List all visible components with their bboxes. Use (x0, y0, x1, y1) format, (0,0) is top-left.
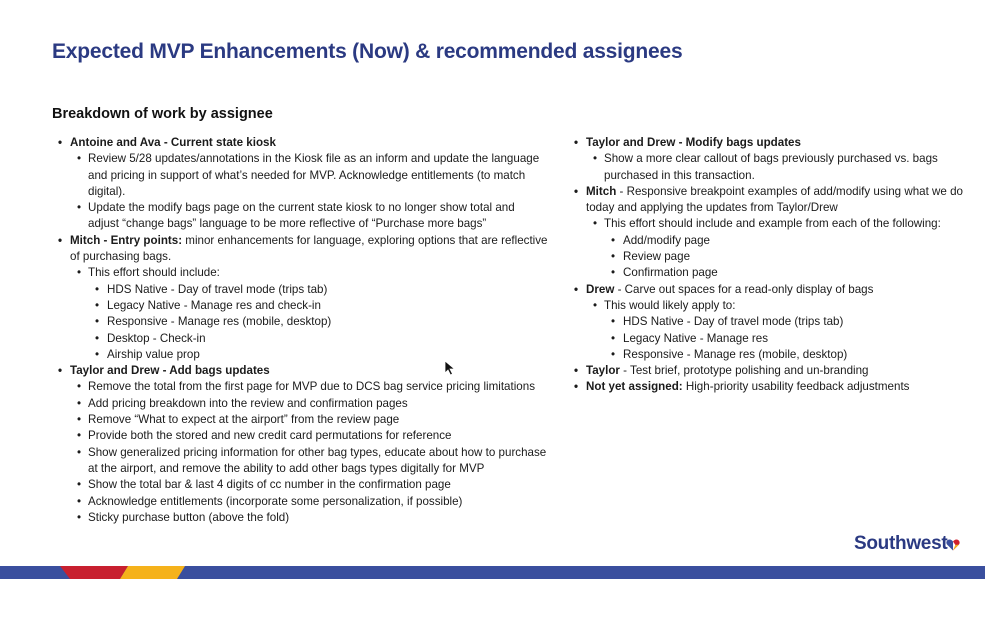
assignee-name: Taylor and Drew (586, 136, 676, 149)
list-item: • Provide both the stored and new credit card permutations for reference (76, 428, 548, 444)
footer-stripe (0, 566, 985, 579)
list-item: • Show the total bar & last 4 digits of cc number in the confirmation page (76, 477, 548, 493)
list-item-drew (574, 282, 974, 363)
list-item: • Responsive - Manage res (mobile, desktop) (94, 314, 548, 330)
list-item: • Review 5/28 updates/annotations in the Kiosk file as an inform and update the language and pricing in support of what’s needed for MVP. Acknowledge entitlements (to match digital). (76, 151, 548, 200)
assignee-name: Taylor and Drew (70, 364, 160, 378)
list-item: • Update the modify bags page on the current state kiosk to no longer show total and adjust “change bags” language to be more reflective of “Purchase more bags” (76, 200, 548, 233)
list-item: • Responsive - Manage res (mobile, desktop) (610, 347, 974, 363)
list-item (592, 216, 974, 281)
slide-title: Expected MVP Enhancements (Now) & recommended assignees (52, 40, 683, 63)
list-item: • Sticky purchase button (above the fold) (76, 510, 548, 526)
effort-label: This effort should include: (88, 266, 220, 280)
assignee-description: - Carve out spaces for a read-only display of bags (614, 282, 874, 296)
list-item-taylor-drew-add (58, 363, 548, 526)
effort-label: This effort should include and example from each of the following: (604, 217, 941, 231)
list-item-taylor (574, 363, 974, 379)
right-column (574, 135, 974, 396)
list-item: • Add/modify page (610, 233, 974, 249)
list-item (76, 265, 548, 363)
assignee-description: - Test brief, prototype polishing and un-branding (619, 364, 869, 378)
list-item: • HDS Native - Day of travel mode (trips tab) (94, 282, 548, 298)
list-item: • Remove “What to expect at the airport” from the review page (76, 412, 548, 428)
list-item: • Show a more clear callout of bags previously purchased vs. bags purchased in this transaction. (592, 151, 974, 184)
list-item-antoine-ava (58, 135, 548, 233)
effort-label: This would likely apply to: (604, 298, 736, 312)
assignee-topic: - Current state kiosk (160, 136, 276, 149)
assignee-description: - Responsive breakpoint examples of add/modify using what we do today and applying the updates from Taylor/Drew (586, 184, 963, 215)
heart-logo-icon (946, 539, 960, 551)
list-item: • Desktop - Check-in (94, 331, 548, 347)
list-item: • Confirmation page (610, 265, 974, 281)
assignee-name: Not yet assigned: (586, 380, 683, 394)
list-item: • Add pricing breakdown into the review and confirmation pages (76, 396, 548, 412)
assignee-name: Mitch (586, 184, 617, 198)
list-item-mitch-responsive (574, 184, 974, 282)
list-item: • Remove the total from the first page for MVP due to DCS bag service pricing limitations (76, 379, 548, 395)
list-item: • HDS Native - Day of travel mode (trips tab) (610, 314, 974, 330)
assignee-name: Taylor (586, 364, 620, 378)
section-subtitle: Breakdown of work by assignee (52, 106, 273, 122)
list-item (592, 298, 974, 363)
assignee-name: Antoine and Ava (70, 136, 161, 149)
list-item: • Show generalized pricing information for other bag types, educate about how to purchase at the airport, and remove the ability to add other bags types digitally for MVP (76, 445, 548, 478)
list-item: • Acknowledge entitlements (incorporate some personalization, if possible) (76, 494, 548, 510)
mouse-cursor-icon (444, 360, 456, 376)
assignee-topic: - Modify bags updates (675, 136, 801, 149)
list-item-not-assigned (574, 379, 974, 395)
list-item: • Airship value prop (94, 347, 548, 363)
list-item: • Legacy Native - Manage res (610, 331, 974, 347)
list-item: • Review page (610, 249, 974, 265)
assignee-description: minor enhancements for language, exploring options that are reflective of purchasing bags. (70, 233, 548, 264)
assignee-description: High-priority usability feedback adjustments (682, 380, 910, 394)
list-item-taylor-drew-modify (574, 135, 974, 184)
list-item-mitch-entry (58, 233, 548, 363)
assignee-topic: - Add bags updates (159, 364, 270, 378)
list-item: • Legacy Native - Manage res and check-in (94, 298, 548, 314)
left-column (58, 135, 548, 526)
assignee-name: Mitch - Entry points: (70, 233, 183, 247)
southwest-logo: Southwest (854, 533, 948, 554)
assignee-name: Drew (586, 282, 615, 296)
